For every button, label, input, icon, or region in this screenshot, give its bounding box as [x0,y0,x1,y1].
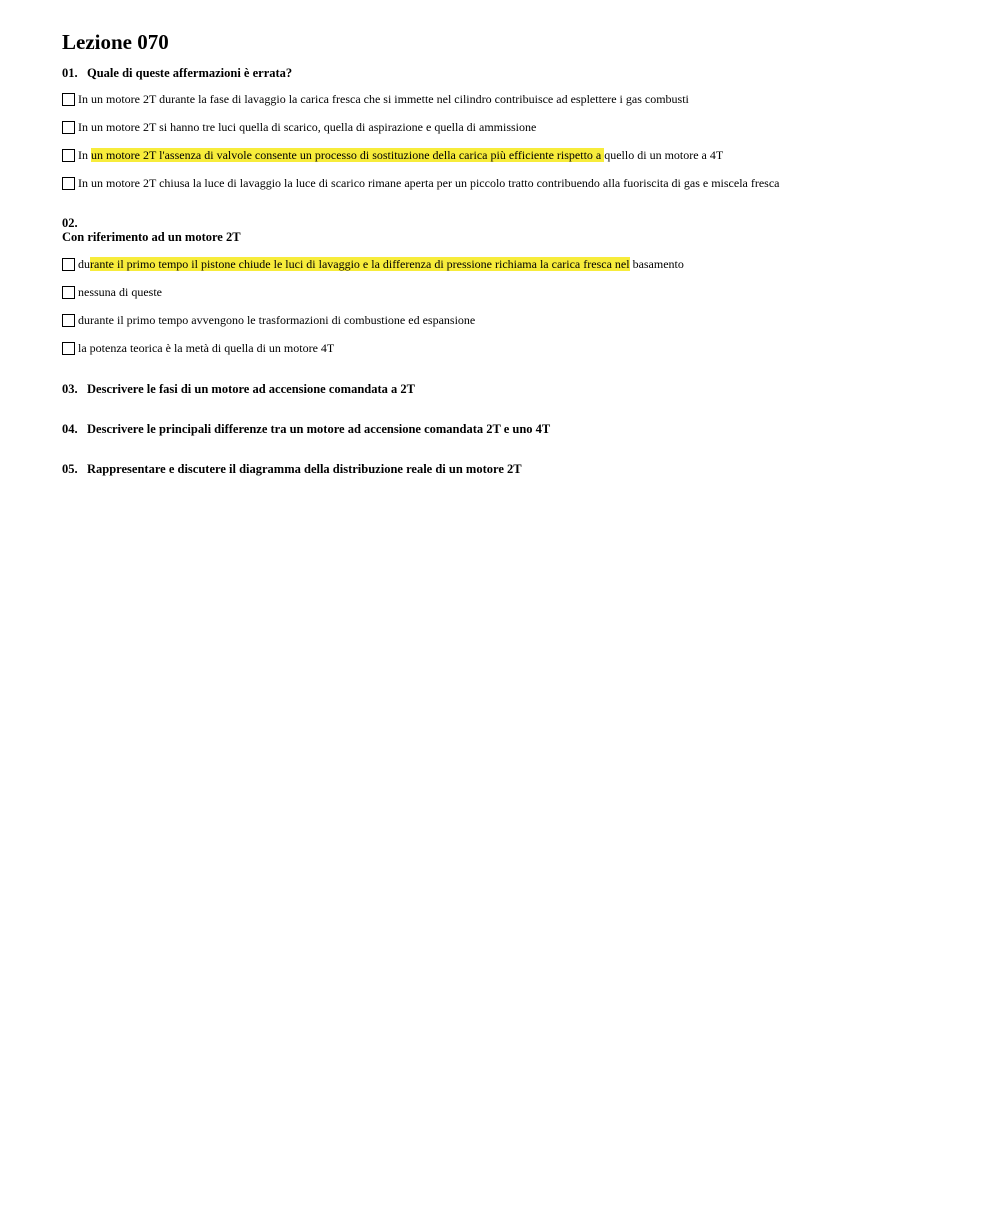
question-number: 05. [62,462,78,476]
question-02-option-3 [62,312,475,328]
option-text: In un motore 2T chiusa la luce di lavaggio la luce di scarico rimane aperta per un piccolo tratto contribuendo alla fuoriscita di gas e miscela fresca [78,176,780,190]
question-01-option-3 [62,147,723,163]
question-number: 03. [62,382,78,396]
answer-checkbox[interactable] [62,286,75,299]
lesson-title: Lezione 070 [62,30,169,54]
question-number: 01. [62,66,78,80]
answer-checkbox[interactable] [62,121,75,134]
highlighted-text: un motore 2T l'assenza di valvole consente un processo di sostituzione della carica più efficiente rispetto a [91,148,605,162]
question-number: 04. [62,422,78,436]
option-text: In un motore 2T l'assenza di valvole consente un processo di sostituzione della carica più efficiente rispetto a quello di un motore a 4T [78,148,724,162]
answer-checkbox[interactable] [62,93,75,106]
question-text: Rappresentare e discutere il diagramma della distribuzione reale di un motore 2T [87,462,522,476]
option-text: durante il primo tempo il pistone chiude le luci di lavaggio e la differenza di pressione richiama la carica fresca nel basamento [78,257,684,271]
option-text: nessuna di queste [78,285,162,299]
option-text: In un motore 2T si hanno tre luci quella di scarico, quella di aspirazione e quella di ammissione [78,120,537,134]
question-02-option-4 [62,340,334,356]
question-text: Descrivere le principali differenze tra un motore ad accensione comandata 2T e uno 4T [87,422,551,436]
highlighted-text: rante il primo tempo il pistone chiude le luci di lavaggio e la differenza di pressione richiama la carica fresca nel [90,257,630,271]
question-text: Quale di queste affermazioni è errata? [87,66,293,80]
question-01-option-1 [62,91,689,107]
question-02-option-2 [62,284,162,300]
question-01-heading [62,66,292,81]
option-text: la potenza teorica è la metà di quella di un motore 4T [78,341,335,355]
question-02-option-1 [62,256,684,272]
question-02-text: Con riferimento ad un motore 2T [62,230,241,244]
question-05-heading [62,462,522,477]
option-text: durante il primo tempo avvengono le trasformazioni di combustione ed espansione [78,313,476,327]
question-text: Descrivere le fasi di un motore ad accensione comandata a 2T [87,382,415,396]
question-01-option-4 [62,175,780,191]
question-03-heading [62,382,415,397]
question-02-number: 02. [62,216,78,230]
answer-checkbox[interactable] [62,177,75,190]
question-04-heading [62,422,550,437]
question-01-option-2 [62,119,536,135]
option-text: In un motore 2T durante la fase di lavaggio la carica fresca che si immette nel cilindro contribuisce ad esplettere i gas combusti [78,92,689,106]
answer-checkbox[interactable] [62,314,75,327]
answer-checkbox[interactable] [62,342,75,355]
answer-checkbox[interactable] [62,258,75,271]
answer-checkbox[interactable] [62,149,75,162]
